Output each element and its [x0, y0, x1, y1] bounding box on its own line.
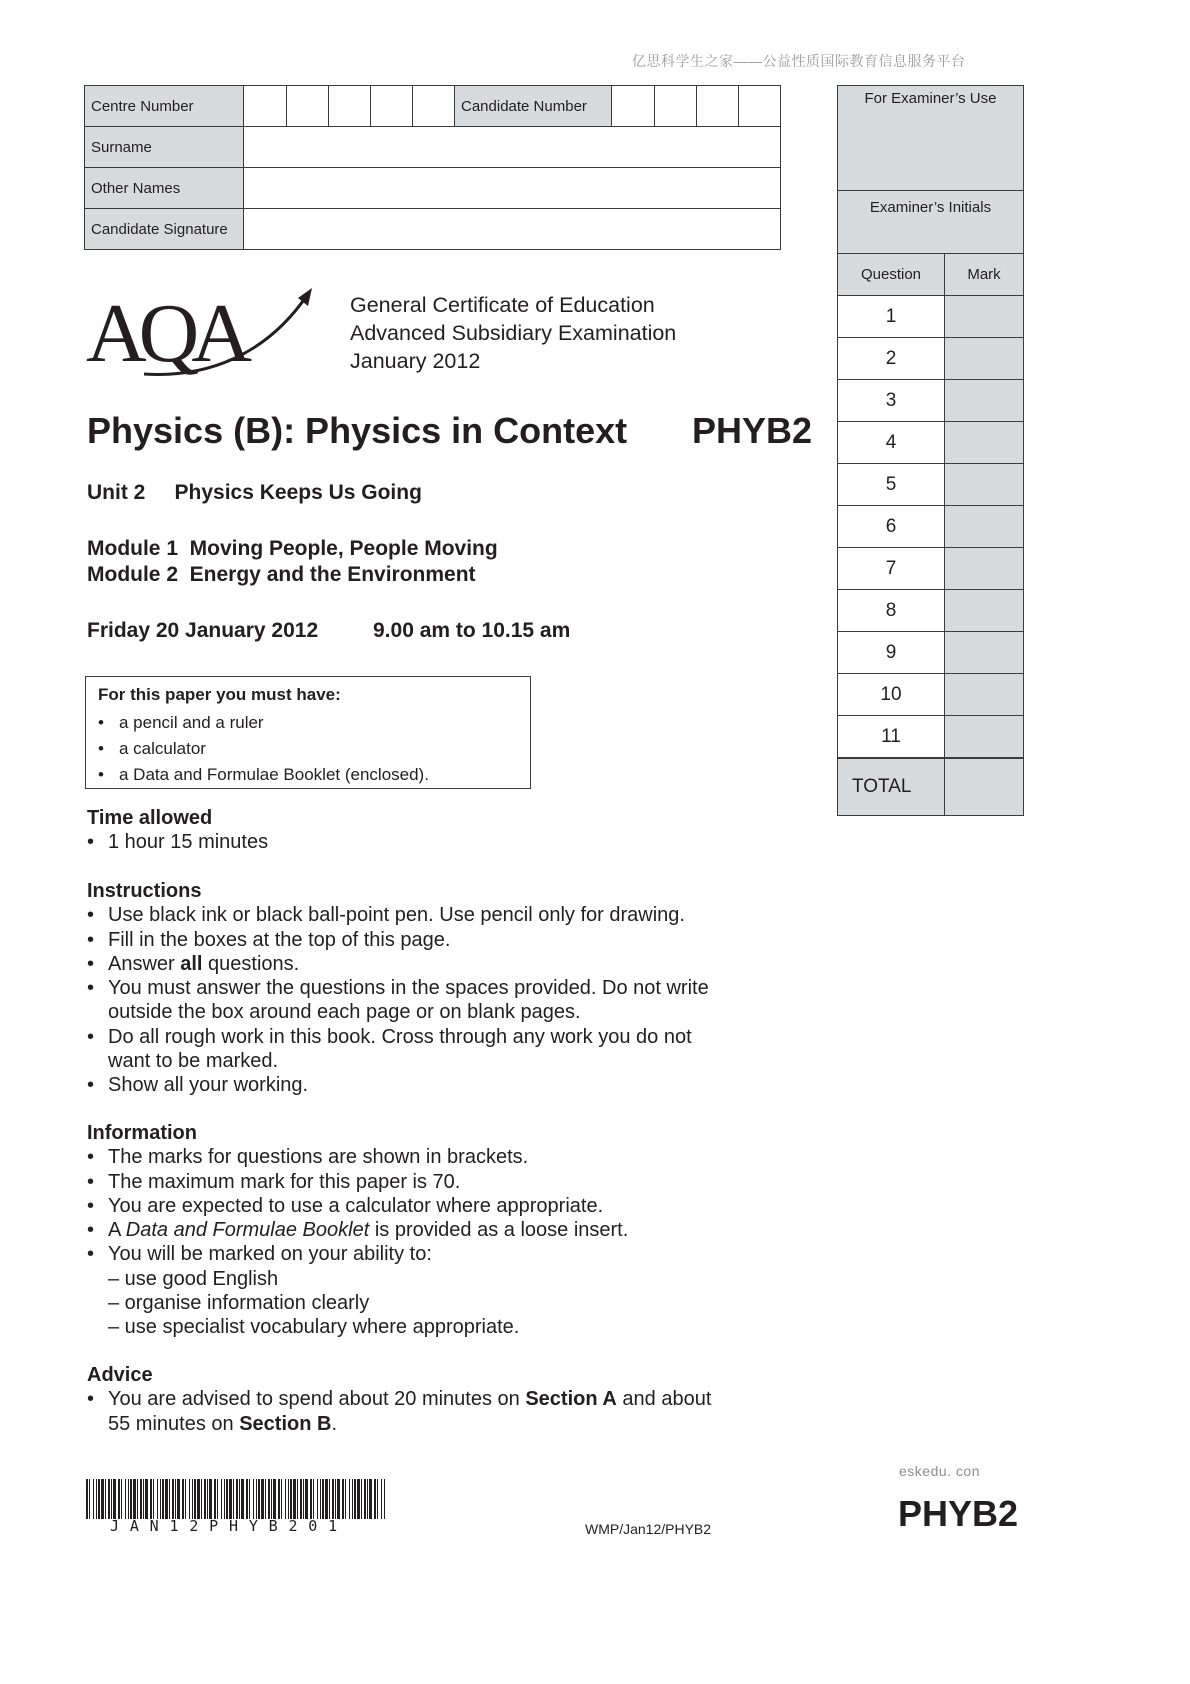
other-names-label: Other Names — [85, 168, 244, 209]
barcode-bar — [354, 1479, 356, 1519]
qualification-line: General Certificate of Education — [350, 293, 655, 317]
footer-paper-code: PHYB2 — [898, 1493, 1019, 1534]
instruction-text: want to be marked. — [108, 1050, 279, 1073]
barcode-bar — [345, 1479, 346, 1519]
question-number: 6 — [838, 506, 945, 548]
barcode-bar — [352, 1479, 353, 1519]
information-text: is provided as a loose insert. — [369, 1219, 629, 1242]
barcode-bar — [320, 1479, 321, 1519]
barcode-bar — [288, 1479, 289, 1519]
barcode-bar — [229, 1479, 232, 1519]
barcode-bar — [325, 1479, 328, 1519]
barcode-bar — [335, 1479, 336, 1519]
candidate-number-box — [738, 86, 780, 127]
materials-item: • a pencil and a ruler — [98, 710, 518, 736]
exam-date: Friday 20 January 2012 — [87, 619, 319, 642]
barcode-bar — [197, 1479, 200, 1519]
information-item: • You will be marked on your ability to: — [87, 1242, 628, 1266]
instruction-text: • Do all rough work in this book. Cross through any work you do not — [108, 1025, 692, 1048]
barcode-bar — [290, 1479, 292, 1519]
barcode-bar — [160, 1479, 161, 1519]
barcode-bar — [239, 1479, 240, 1519]
question-header: Question — [838, 254, 945, 296]
information-subitem: – use good English — [108, 1267, 279, 1290]
instruction-text: • You must answer the questions in the spaces provided. Do not write — [108, 977, 709, 1000]
barcode-bar — [342, 1479, 344, 1519]
barcode-bar — [221, 1479, 222, 1519]
barcode-bar — [86, 1479, 88, 1519]
centre-number-box — [328, 86, 370, 127]
candidate-number-box — [612, 86, 654, 127]
barcode-bar — [377, 1479, 378, 1519]
barcode-bar — [329, 1479, 330, 1519]
barcode-bar — [111, 1479, 112, 1519]
other-names-field — [244, 168, 781, 209]
barcode-bar — [361, 1479, 362, 1519]
barcode-bar — [118, 1479, 120, 1519]
barcode-bar — [322, 1479, 324, 1519]
barcode-bar — [236, 1479, 238, 1519]
candidate-details-grid — [84, 85, 781, 250]
surname-label: Surname — [85, 127, 244, 168]
barcode-bar — [214, 1479, 216, 1519]
advice-emphasis: Section A — [525, 1388, 617, 1411]
mark-cell — [945, 716, 1024, 759]
advice-section — [87, 1363, 711, 1436]
barcode-bar — [381, 1479, 382, 1519]
instruction-item — [87, 952, 709, 976]
barcode-bar — [150, 1479, 152, 1519]
barcode-bar — [143, 1479, 144, 1519]
information-item: • The maximum mark for this paper is 70. — [87, 1170, 628, 1194]
footer-reference: WMP/Jan12/PHYB2 — [585, 1521, 712, 1537]
barcode-bar — [369, 1479, 372, 1519]
barcode-bar — [165, 1479, 168, 1519]
mark-cell — [945, 674, 1024, 716]
centre-number-box — [412, 86, 454, 127]
candidate-number-box — [654, 86, 696, 127]
question-number: 1 — [838, 296, 945, 338]
mark-cell — [945, 296, 1024, 338]
total-mark-cell — [945, 758, 1024, 815]
surname-field — [244, 127, 781, 168]
barcode-bar — [297, 1479, 298, 1519]
materials-title: For this paper you must have: — [98, 685, 341, 704]
advice-text: and about — [616, 1388, 712, 1411]
materials-item: • a Data and Formulae Booklet (enclosed). — [98, 762, 518, 788]
barcode-bar — [374, 1479, 376, 1519]
instruction-text: Answer — [108, 952, 181, 975]
barcode-bar — [364, 1479, 366, 1519]
centre-number-box — [286, 86, 328, 127]
advice-text: . — [331, 1412, 338, 1435]
barcode-bar — [89, 1479, 90, 1519]
examiner-use-label: For Examiner’s Use — [838, 86, 1023, 191]
candidate-number-box — [696, 86, 738, 127]
qualification-line: Advanced Subsidiary Examination — [350, 321, 677, 345]
mark-cell — [945, 632, 1024, 674]
barcode-bar — [349, 1479, 350, 1519]
barcode-bar — [317, 1479, 318, 1519]
time-allowed-heading: Time allowed — [87, 807, 213, 829]
barcode-bar — [101, 1479, 104, 1519]
centre-number-box — [244, 86, 286, 127]
instruction-item: • Use black ink or black ball-point pen. Use pencil only for drawing. — [87, 903, 709, 927]
advice-item — [87, 1387, 711, 1436]
marks-table — [838, 254, 1023, 815]
mark-cell — [945, 422, 1024, 464]
question-number: 10 — [838, 674, 945, 716]
barcode-bar — [337, 1479, 340, 1519]
barcode-bar — [241, 1479, 244, 1519]
barcode-bar — [157, 1479, 158, 1519]
aqa-logo — [86, 286, 318, 378]
barcode-bar — [273, 1479, 276, 1519]
advice-line — [108, 1387, 711, 1411]
barcode-bar — [169, 1479, 170, 1519]
signature-field — [244, 209, 781, 250]
candidate-number-label: Candidate Number — [455, 86, 612, 127]
barcode-bar — [313, 1479, 314, 1519]
mark-cell — [945, 548, 1024, 590]
mark-cell — [945, 590, 1024, 632]
barcode-bar — [224, 1479, 225, 1519]
question-number: 11 — [838, 716, 945, 759]
barcode-bar — [201, 1479, 202, 1519]
barcode-bar — [268, 1479, 270, 1519]
advice-text: You are advised to spend about 20 minutes on — [108, 1388, 526, 1411]
barcode-bar — [258, 1479, 260, 1519]
barcode-bar — [189, 1479, 190, 1519]
question-number: 7 — [838, 548, 945, 590]
barcode-bar — [194, 1479, 196, 1519]
barcode-bar — [285, 1479, 286, 1519]
barcode-bar — [96, 1479, 97, 1519]
barcode-bar — [204, 1479, 206, 1519]
barcode-bar — [271, 1479, 272, 1519]
barcode-bar — [98, 1479, 100, 1519]
watermark-top: 亿思科学生之家——公益性质国际教育信息服务平台 — [632, 53, 966, 69]
signature-label: Candidate Signature — [85, 209, 244, 250]
barcode-bar — [185, 1479, 186, 1519]
barcode-bar — [133, 1479, 136, 1519]
advice-heading: Advice — [87, 1364, 153, 1386]
barcode-bar — [332, 1479, 334, 1519]
question-number: 5 — [838, 464, 945, 506]
total-label: TOTAL — [838, 758, 945, 815]
barcode-bar — [175, 1479, 176, 1519]
barcode-bar — [162, 1479, 164, 1519]
instruction-text: questions. — [202, 952, 300, 975]
paper-code: PHYB2 — [692, 410, 813, 451]
instruction-item: • Fill in the boxes at the top of this page. — [87, 928, 709, 952]
barcode-bar — [130, 1479, 132, 1519]
paper-title: Physics (B): Physics in Context — [87, 410, 628, 451]
mark-cell — [945, 338, 1024, 380]
information-item: • The marks for questions are shown in brackets. — [87, 1145, 628, 1169]
barcode-bar — [177, 1479, 180, 1519]
barcode-bar — [121, 1479, 122, 1519]
barcode-bar — [192, 1479, 193, 1519]
module-1-title: Module 1 Moving People, People Moving — [87, 537, 498, 560]
instruction-item: • Show all your working. — [87, 1073, 709, 1097]
barcode-bar — [207, 1479, 208, 1519]
centre-number-label: Centre Number — [85, 86, 244, 127]
module-2-title: Module 2 Energy and the Environment — [87, 563, 476, 586]
barcode-text: JAN12PHYB201 — [110, 1517, 348, 1535]
question-number: 4 — [838, 422, 945, 464]
barcode-bar — [261, 1479, 264, 1519]
logo-text: AQA — [86, 287, 244, 378]
barcode-bar — [137, 1479, 138, 1519]
barcode-bar — [249, 1479, 250, 1519]
mark-cell — [945, 464, 1024, 506]
question-number: 8 — [838, 590, 945, 632]
barcode-bar — [145, 1479, 148, 1519]
barcode-bar — [357, 1479, 360, 1519]
barcode-bar — [310, 1479, 312, 1519]
qualification-block — [350, 291, 676, 375]
barcode-bar — [93, 1479, 94, 1519]
barcode-bar — [281, 1479, 282, 1519]
mark-cell — [945, 506, 1024, 548]
instructions-section — [87, 879, 709, 1098]
question-number: 9 — [838, 632, 945, 674]
time-allowed-item: • 1 hour 15 minutes — [87, 830, 268, 854]
mark-cell — [945, 380, 1024, 422]
barcode-bar — [367, 1479, 368, 1519]
barcode-bar — [217, 1479, 218, 1519]
barcode-bar — [172, 1479, 174, 1519]
materials-box — [85, 676, 531, 789]
watermark-bottom: eskedu. con — [899, 1463, 980, 1479]
barcode-bar — [384, 1479, 385, 1519]
advice-text: 55 minutes on — [108, 1412, 240, 1435]
exam-time: 9.00 am to 10.15 am — [373, 619, 571, 642]
instruction-item — [87, 976, 709, 1025]
barcode-bar — [278, 1479, 280, 1519]
time-allowed-section — [87, 806, 268, 855]
instructions-heading: Instructions — [87, 880, 202, 902]
materials-item: • a calculator — [98, 736, 518, 762]
unit-title: Unit 2 Physics Keeps Us Going — [87, 481, 422, 504]
advice-line — [108, 1412, 711, 1436]
barcode-bar — [256, 1479, 257, 1519]
barcode-bar — [305, 1479, 308, 1519]
examiner-initials-label: Examiner’s Initials — [838, 191, 1023, 254]
information-subitem: – use specialist vocabulary where appropriate. — [108, 1316, 520, 1339]
barcode-bar — [233, 1479, 234, 1519]
information-emphasis: Data and Formulae Booklet — [125, 1219, 370, 1242]
information-item — [87, 1218, 628, 1242]
question-number: 3 — [838, 380, 945, 422]
barcode-bar — [209, 1479, 212, 1519]
advice-emphasis: Section B — [239, 1412, 332, 1435]
barcode-bar — [113, 1479, 116, 1519]
examiner-panel — [837, 85, 1024, 816]
barcode-bar — [128, 1479, 129, 1519]
barcode-bar — [182, 1479, 184, 1519]
barcode-bar — [303, 1479, 304, 1519]
barcode-bar — [125, 1479, 126, 1519]
exam-session: January 2012 — [350, 349, 481, 373]
information-item: • You are expected to use a calculator where appropriate. — [87, 1194, 628, 1218]
barcode-bar — [153, 1479, 154, 1519]
barcode-bar — [246, 1479, 248, 1519]
information-section — [87, 1121, 628, 1340]
instruction-emphasis: all — [180, 952, 203, 975]
question-number: 2 — [838, 338, 945, 380]
barcode-bar — [265, 1479, 266, 1519]
barcode-bar — [140, 1479, 142, 1519]
mark-header: Mark — [945, 254, 1024, 296]
barcode-bar — [253, 1479, 254, 1519]
information-text: A — [108, 1219, 126, 1242]
barcode — [86, 1479, 388, 1519]
centre-number-box — [370, 86, 412, 127]
instruction-item — [87, 1025, 709, 1074]
information-heading: Information — [87, 1122, 197, 1144]
barcode-bar — [105, 1479, 106, 1519]
instruction-text: outside the box around each page or on blank pages. — [108, 1001, 581, 1024]
barcode-bar — [300, 1479, 302, 1519]
barcode-bar — [108, 1479, 110, 1519]
barcode-bar — [293, 1479, 296, 1519]
barcode-bar — [226, 1479, 228, 1519]
information-subitem: – organise information clearly — [108, 1292, 370, 1315]
